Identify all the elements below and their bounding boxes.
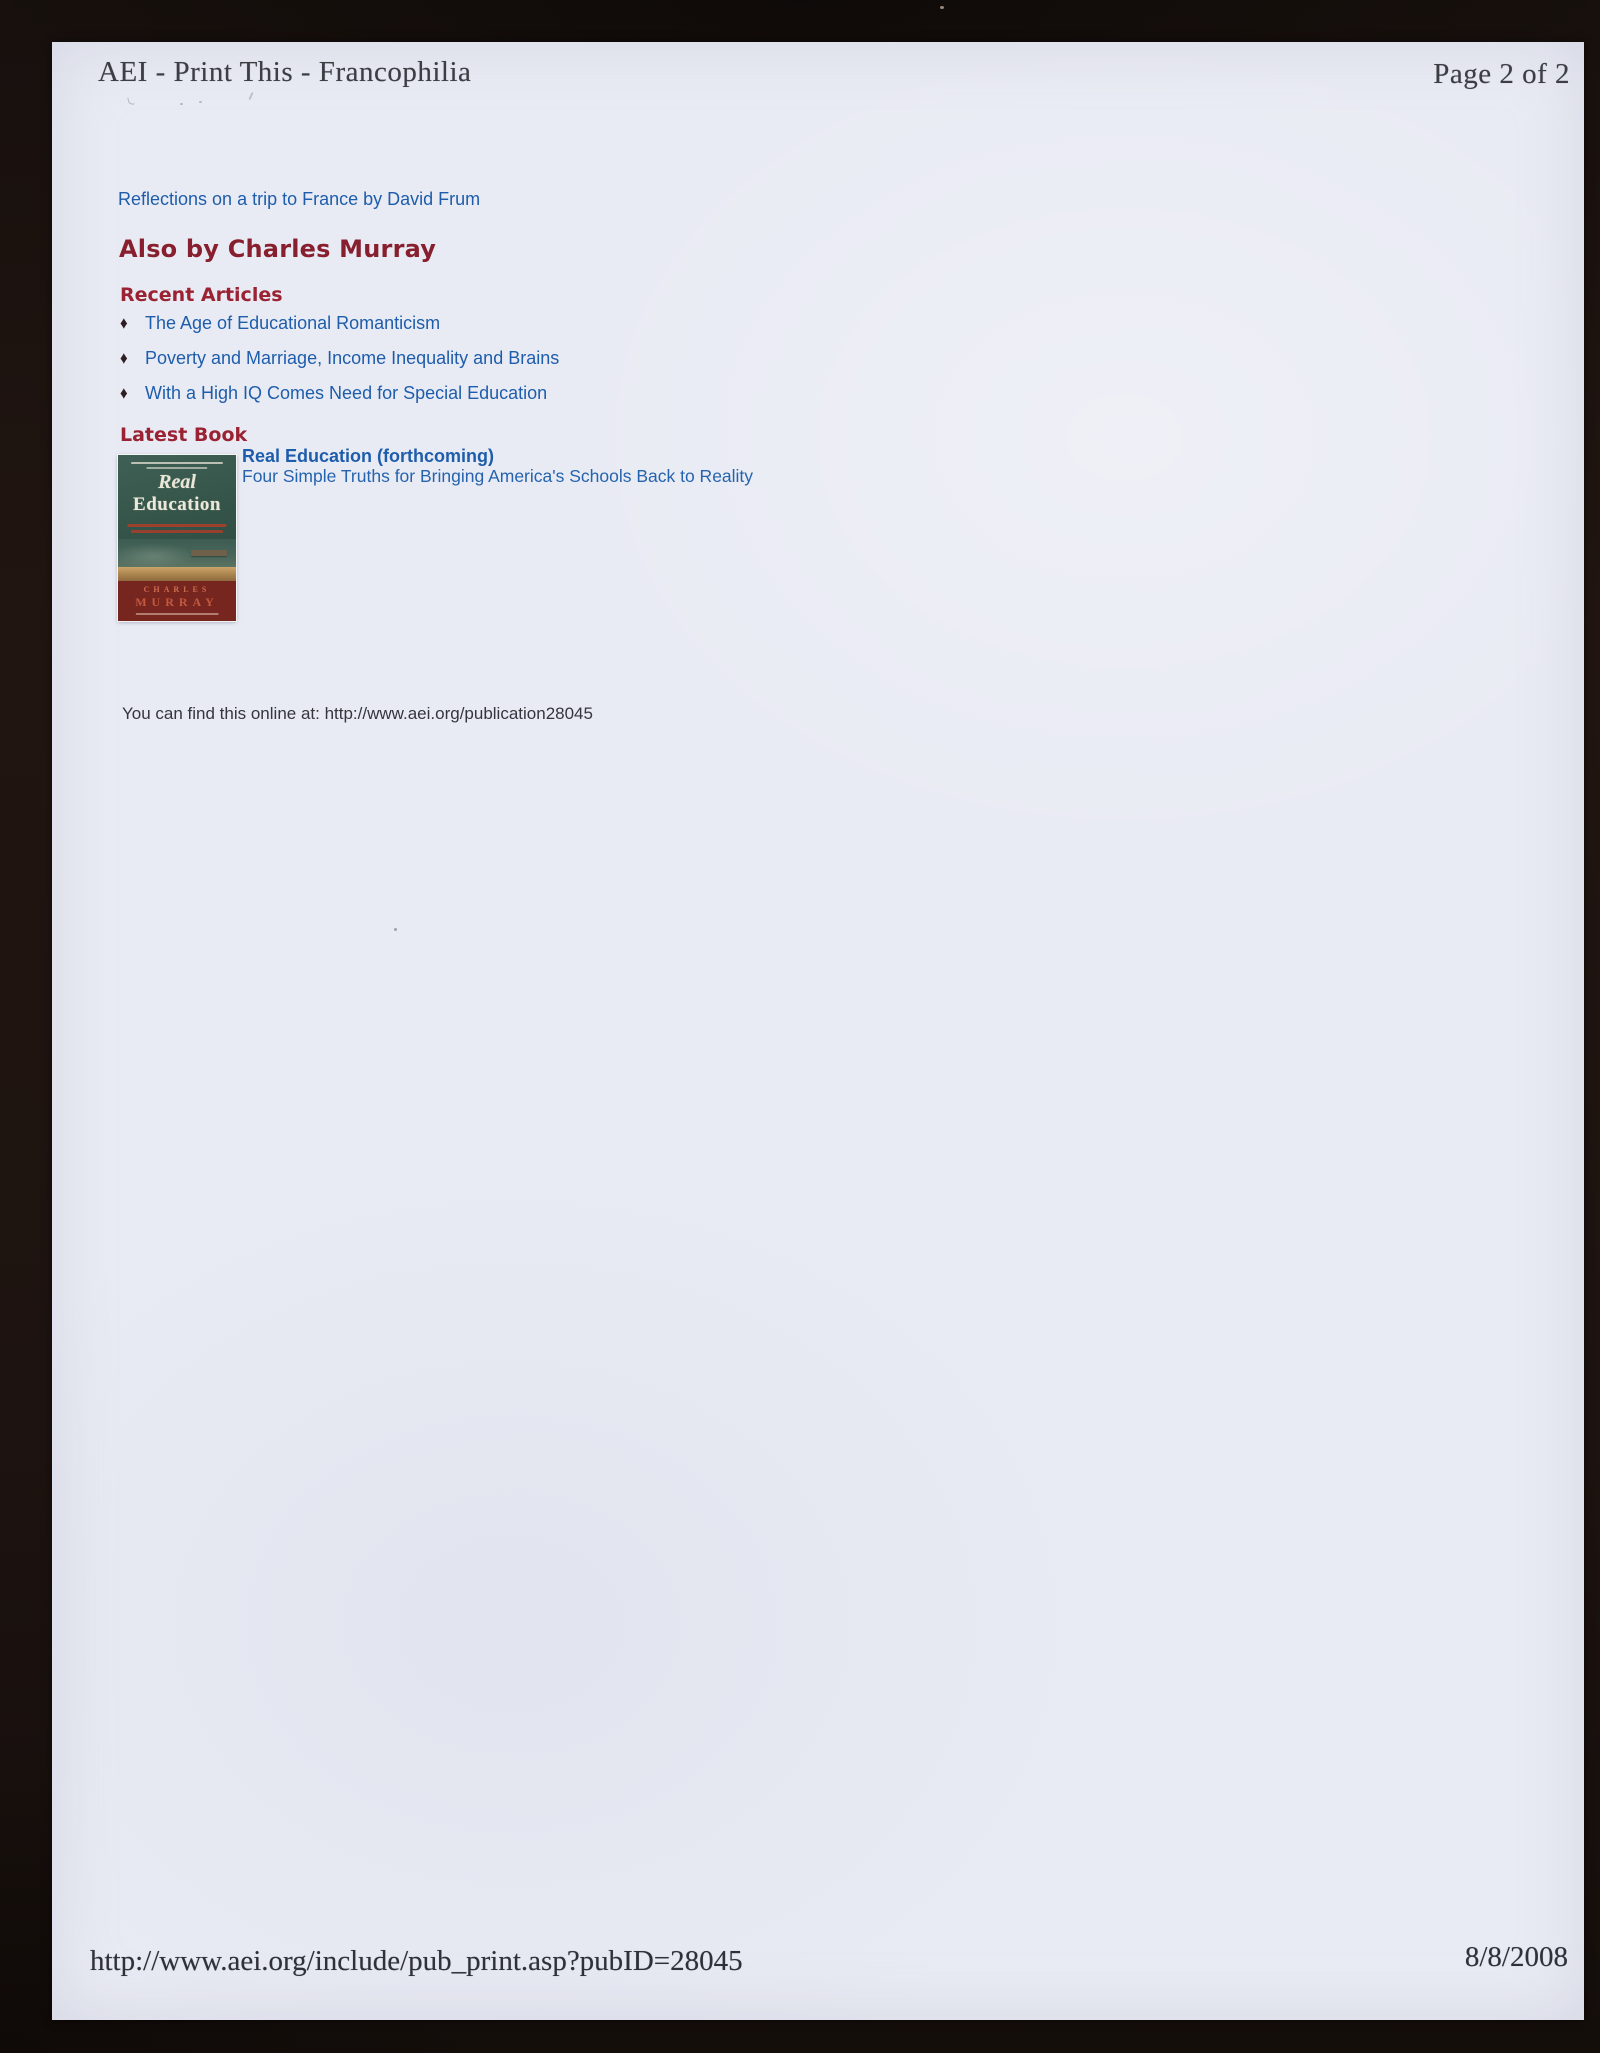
- diamond-bullet-icon: ♦: [120, 313, 128, 334]
- list-item: [120, 348, 559, 369]
- article-link[interactable]: With a High IQ Comes Need for Special Education: [145, 383, 548, 403]
- footer-date: 8/8/2008: [1464, 1941, 1568, 1973]
- paper: [52, 42, 1584, 2020]
- cover-byline: [136, 613, 219, 615]
- online-note: You can find this online at: http://www.aei.org/publication28045: [122, 704, 593, 723]
- also-by-heading: Also by Charles Murray: [119, 235, 437, 263]
- cover-blurb-line: [131, 462, 223, 464]
- scan-artifact: [394, 928, 397, 931]
- book-cover-image[interactable]: [118, 455, 236, 621]
- article-link[interactable]: Reflections on a trip to France by David Frum: [118, 189, 481, 209]
- scan-artifact: [940, 6, 944, 9]
- cover-author-line1: CHARLES: [143, 585, 211, 594]
- cover-blurb-line: [146, 467, 207, 469]
- cover-title-line2: Education: [133, 494, 221, 515]
- latest-book-heading: Latest Book: [120, 424, 248, 446]
- cover-desk-stripe: [118, 567, 236, 581]
- list-item: [120, 313, 440, 334]
- cover-photo-detail: [191, 550, 226, 556]
- cover-title-line1: Real: [158, 471, 196, 493]
- recent-articles-heading: Recent Articles: [120, 284, 283, 306]
- list-item: [120, 383, 547, 404]
- footer-url: http://www.aei.org/include/pub_print.asp?pubID=28045: [90, 1945, 743, 1977]
- cover-subtitle-line: [131, 530, 223, 533]
- article-link[interactable]: The Age of Educational Romanticism: [145, 313, 441, 333]
- page-indicator: Page 2 of 2: [1433, 58, 1570, 90]
- book-title-link[interactable]: Real Education (forthcoming): [242, 446, 494, 466]
- cover-author-band: [118, 581, 236, 621]
- cover-subtitle-line: [127, 524, 226, 527]
- document-header-title: AEI - Print This - Francophilia: [98, 56, 472, 88]
- scan-artifact: [127, 96, 135, 105]
- scan-artifact: [199, 101, 202, 103]
- book-subtitle: Four Simple Truths for Bringing America's Schools Back to Reality: [242, 466, 754, 486]
- article-link[interactable]: Poverty and Marriage, Income Inequality and Brains: [145, 348, 560, 368]
- diamond-bullet-icon: ♦: [120, 348, 128, 369]
- diamond-bullet-icon: ♦: [120, 383, 128, 404]
- scan-artifact: [180, 103, 183, 105]
- scan-artifact: [248, 92, 253, 100]
- cover-author-line2: MURRAY: [135, 595, 219, 609]
